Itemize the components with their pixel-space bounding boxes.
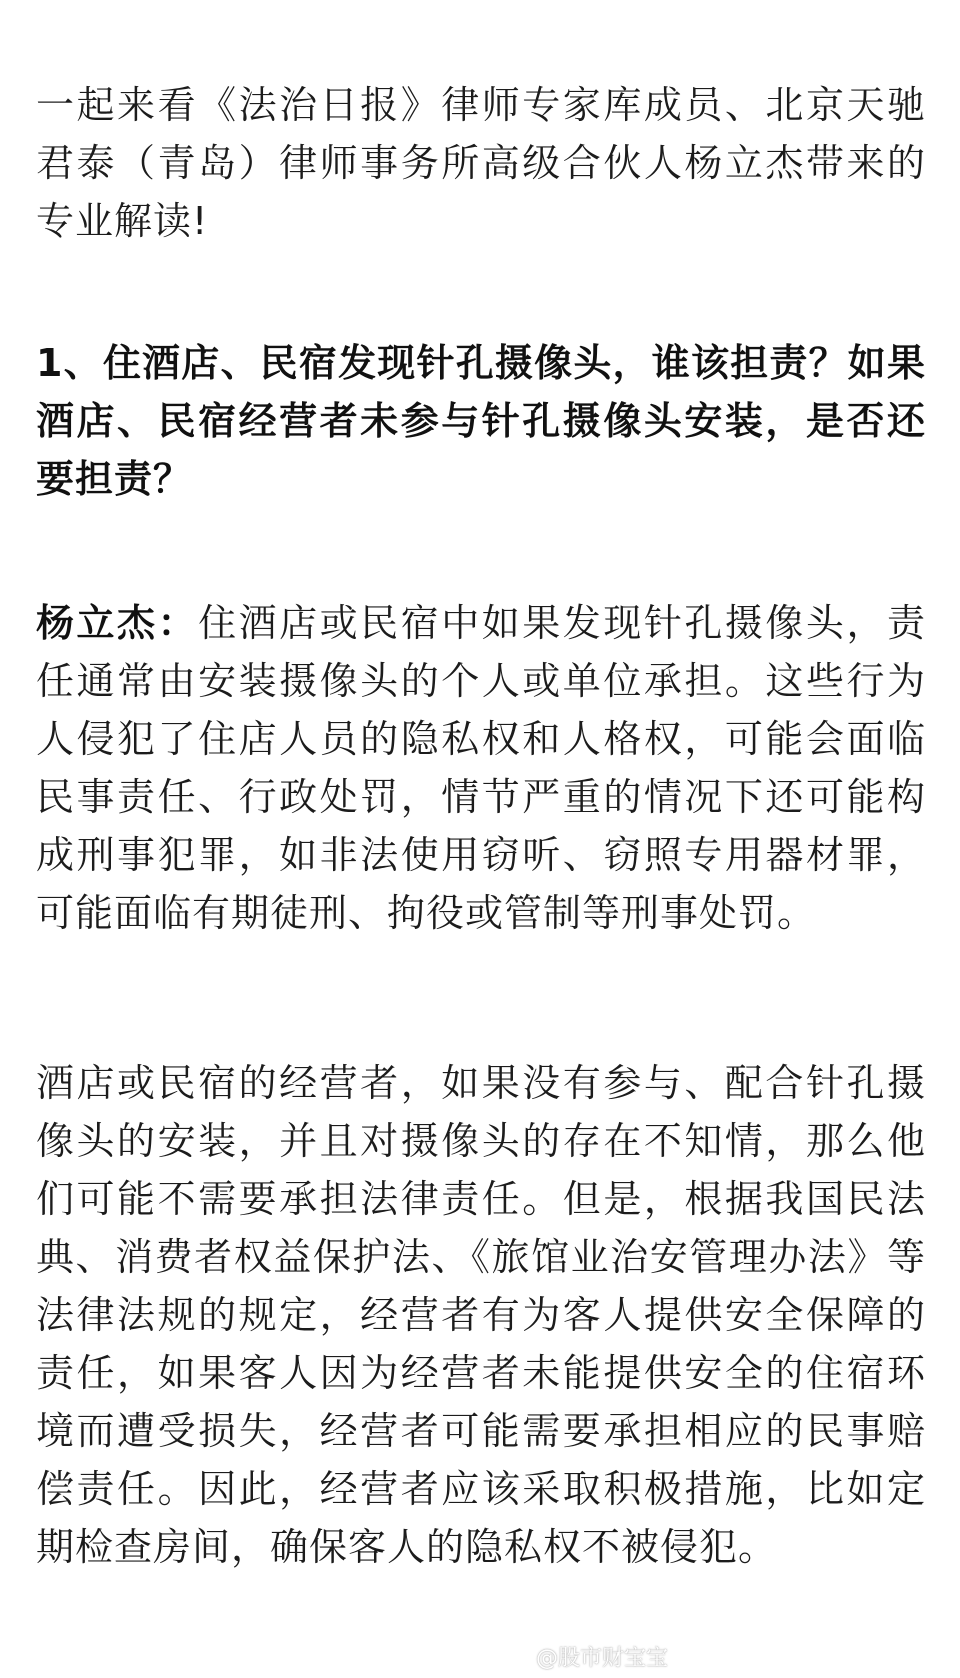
answer-paragraph-2: 酒店或民宿的经营者，如果没有参与、配合针孔摄像头的安装，并且对摄像头的存在不知情，那么他们可能不需要承担法律责任。但是，根据我国民法典、消费者权益保护法、《旅馆业治安管理办法》等法律法规的规定，经营者有为客人提供安全保障的责任，如果客人因为经营者未能提供安全的住宿环境而遭受损失，经营者可能需要承担相应的民事赔偿责任。因此，经营者应该采取积极措施，比如定期检查房间，确保客人的隐私权不被侵犯。 [36, 1061, 926, 1569]
source-watermark [500, 1641, 668, 1671]
weibo-icon [500, 1643, 530, 1669]
answer-speaker: 杨立杰： [36, 601, 199, 645]
question-heading: 1、住酒店、民宿发现针孔摄像头，谁该担责？如果酒店、民宿经营者未参与针孔摄像头安装，是否还要担责？ [36, 341, 926, 501]
intro-paragraph: 一起来看《法治日报》律师专家库成员、北京天驰君泰（青岛）律师事务所高级合伙人杨立杰带来的专业解读! [36, 83, 926, 243]
answer-paragraph [36, 594, 926, 942]
watermark-text: @股市财宝宝 [536, 1645, 669, 1671]
answer-body: 住酒店或民宿中如果发现针孔摄像头，责任通常由安装摄像头的个人或单位承担。这些行为人侵犯了住店人员的隐私权和人格权，可能会面临民事责任、行政处罚，情节严重的情况下还可能构成刑事犯罪，如非法使用窃听、窃照专用器材罪，可能面临有期徒刑、拘役或管制等刑事处罚。 [36, 601, 926, 935]
